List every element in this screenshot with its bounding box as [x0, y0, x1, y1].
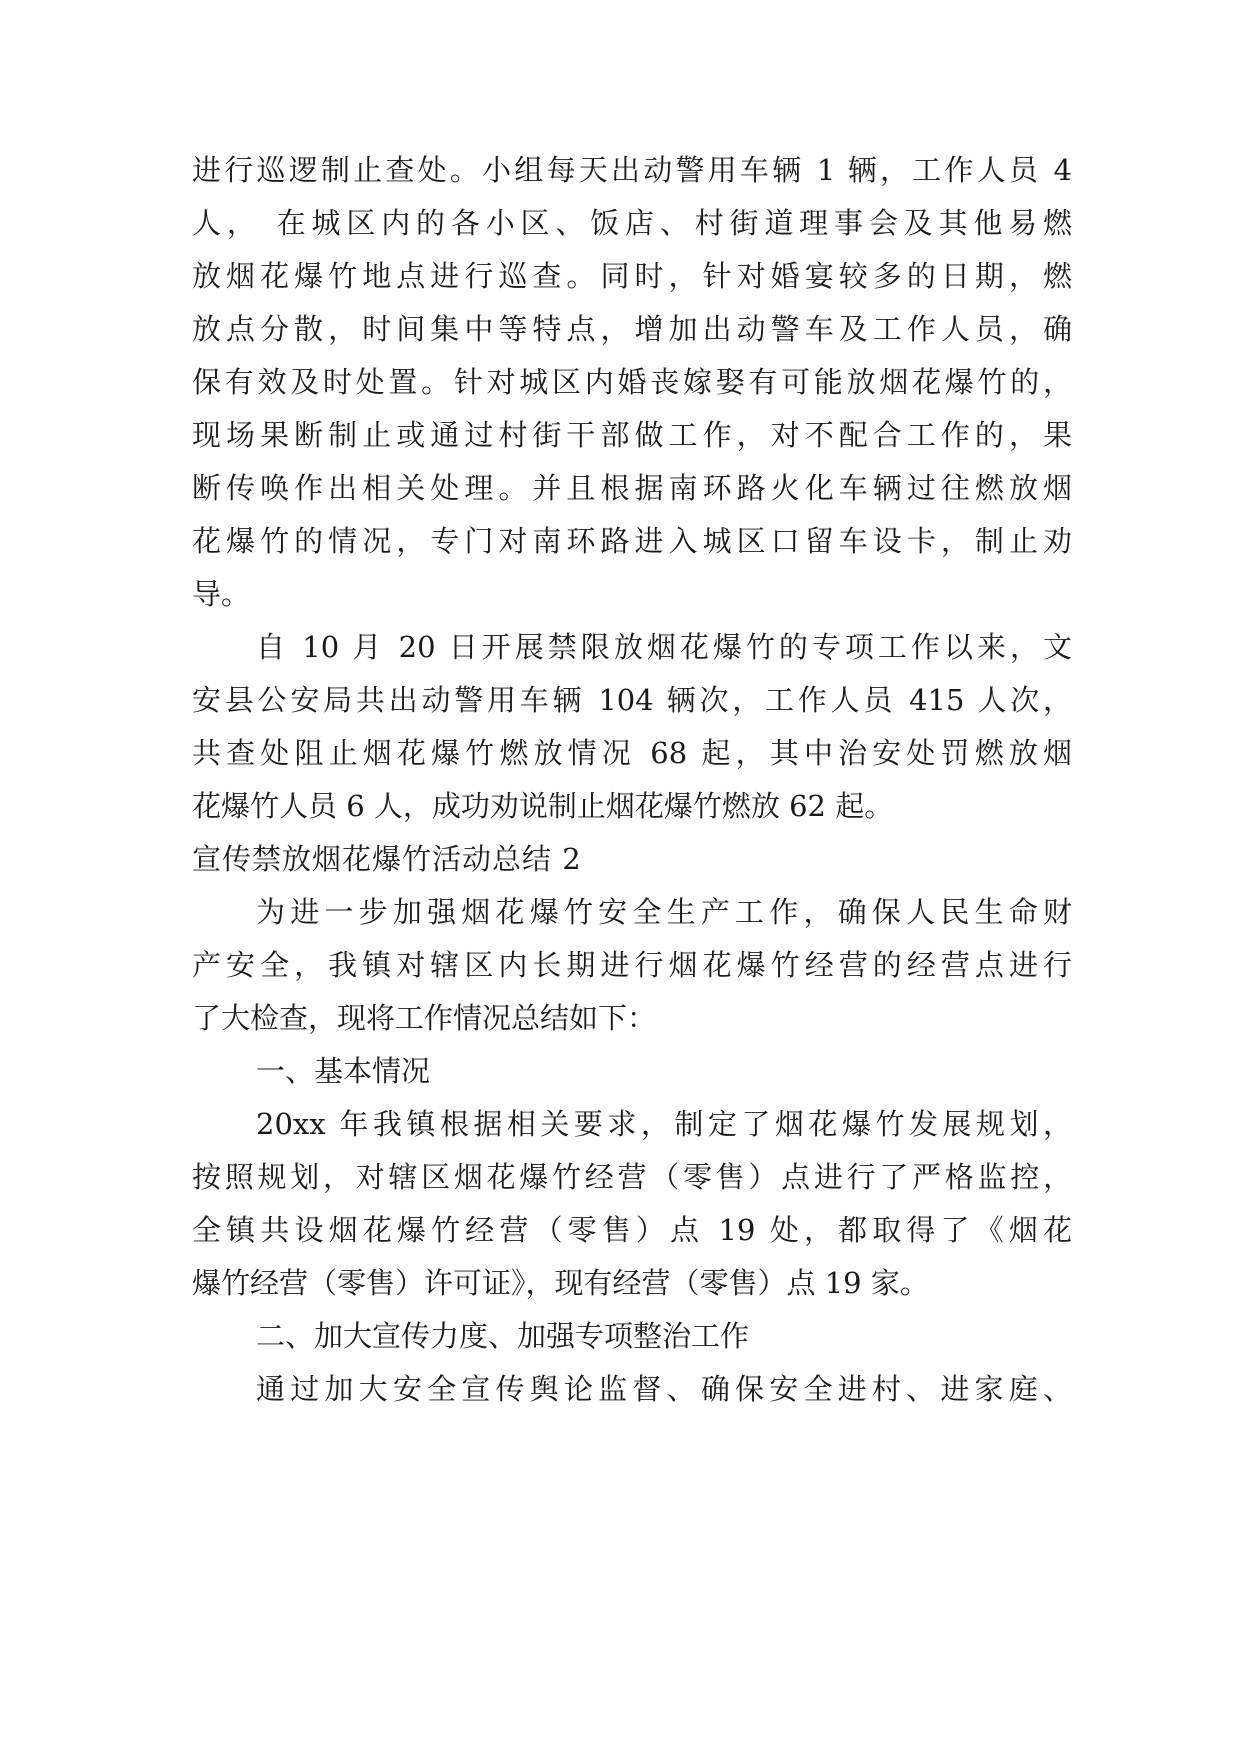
body-text-line: 按照规划，对辖区烟花爆竹经营（零售）点进行了严格监控， [192, 1160, 1072, 1194]
subheading-basic-situation: 一、基本情况 [256, 1054, 431, 1088]
paragraph-first-line: 通过加大安全宣传舆论监督、确保安全进村、进家庭、 [256, 1372, 1072, 1406]
body-text-line: 花爆竹的情况，专门对南环路进入城区口留车设卡，制止劝 [192, 524, 1072, 558]
body-text-line: 爆竹经营（零售）许可证》，现有经营（零售）点 19 家。 [192, 1266, 929, 1300]
body-text-line: 现场果断制止或通过村街干部做工作，对不配合工作的，果 [192, 418, 1072, 452]
body-text-line: 人， 在城区内的各小区、饭店、村街道理事会及其他易燃 [192, 206, 1072, 240]
section-title: 宣传禁放烟花爆竹活动总结 2 [192, 842, 582, 876]
paragraph-first-line: 为进一步加强烟花爆竹安全生产工作，确保人民生命财 [256, 895, 1072, 929]
body-text-line: 共查处阻止烟花爆竹燃放情况 68 起，其中治安处罚燃放烟 [192, 736, 1072, 770]
subheading-publicity: 二、加大宣传力度、加强专项整治工作 [256, 1319, 750, 1353]
body-text-line: 全镇共设烟花爆竹经营（零售）点 19 处，都取得了《烟花 [192, 1213, 1072, 1247]
body-text-line: 放烟花爆竹地点进行巡查。同时，针对婚宴较多的日期，燃 [192, 259, 1072, 293]
body-text-line: 产安全，我镇对辖区内长期进行烟花爆竹经营的经营点进行 [192, 948, 1072, 982]
body-text-line: 安县公安局共出动警用车辆 104 辆次，工作人员 415 人次， [192, 683, 1072, 717]
body-text-line: 花爆竹人员 6 人，成功劝说制止烟花爆竹燃放 62 起。 [192, 789, 894, 823]
body-text-line: 导。 [192, 577, 251, 611]
paragraph-first-line: 自 10 月 20 日开展禁限放烟花爆竹的专项工作以来，文 [256, 630, 1072, 664]
paragraph-first-line: 20xx 年我镇根据相关要求，制定了烟花爆竹发展规划， [256, 1107, 1072, 1141]
body-text-line: 放点分散，时间集中等特点，增加出动警车及工作人员，确 [192, 312, 1072, 346]
body-text-line: 断传唤作出相关处理。并且根据南环路火化车辆过往燃放烟 [192, 471, 1072, 505]
body-text-line: 进行巡逻制止查处。小组每天出动警用车辆 1 辆，工作人员 4 [192, 153, 1072, 187]
body-text-line: 保有效及时处置。针对城区内婚丧嫁娶有可能放烟花爆竹的， [192, 365, 1072, 399]
body-text-line: 了大检查，现将工作情况总结如下： [192, 1001, 657, 1035]
